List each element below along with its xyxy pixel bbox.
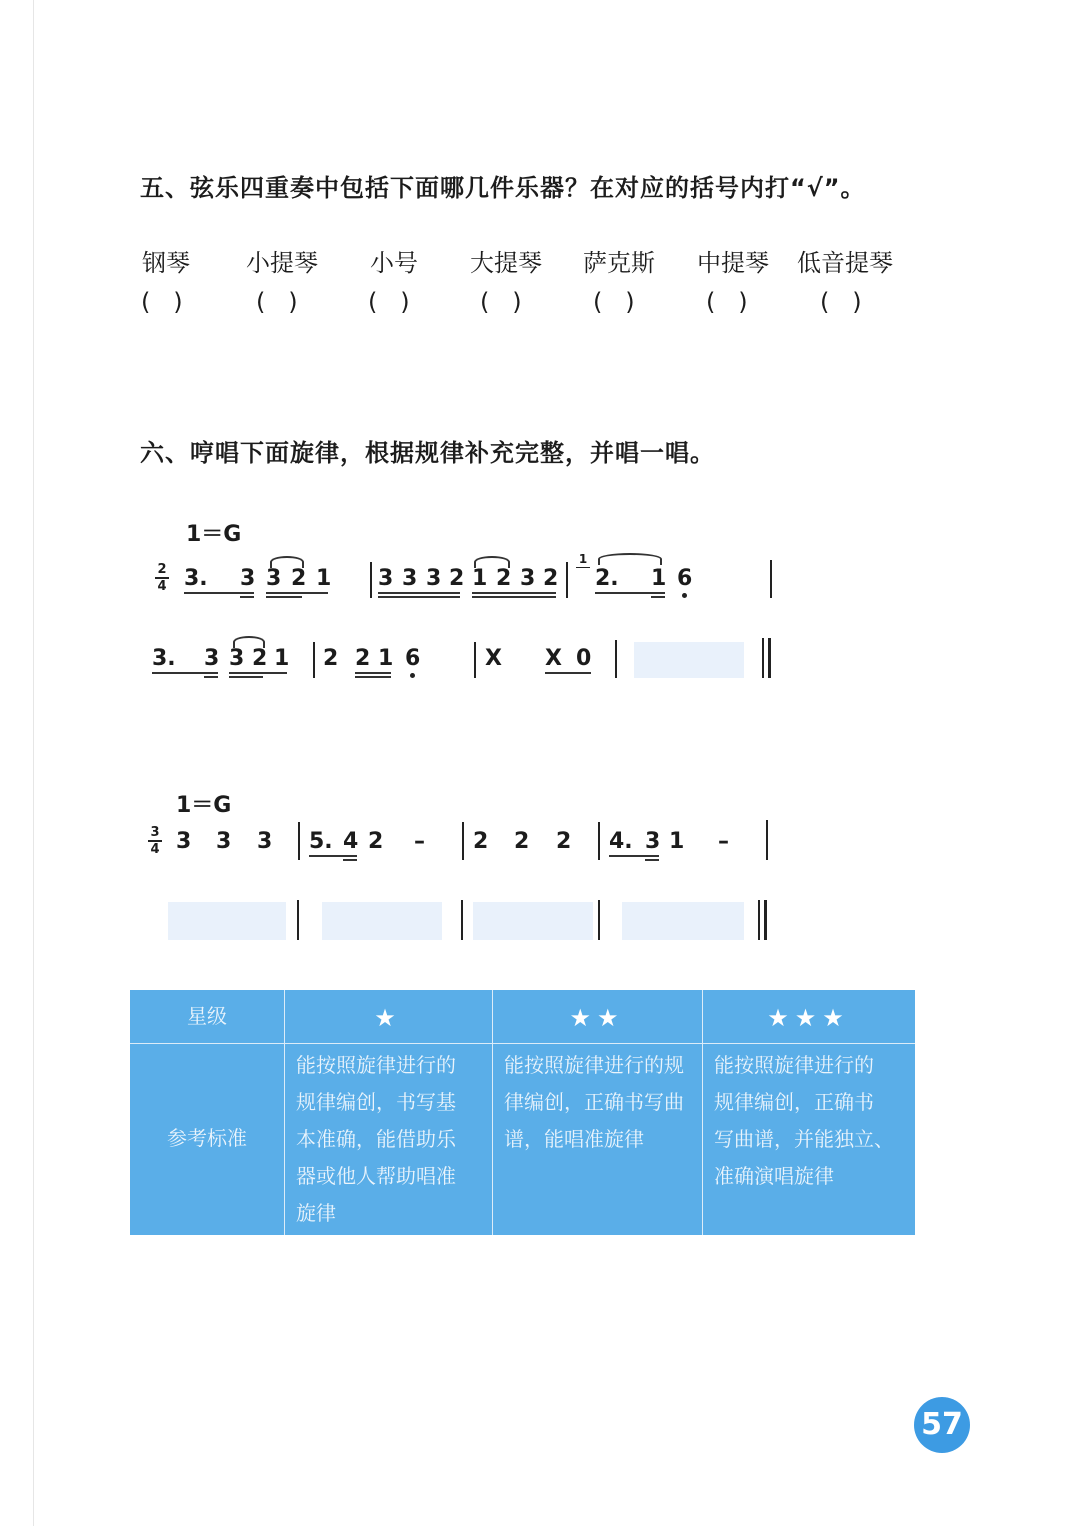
time-top: 3 (150, 825, 160, 840)
note: 1 (378, 646, 394, 671)
note: 3 (266, 566, 282, 591)
underline (378, 596, 460, 598)
barline (297, 900, 299, 940)
page-margin-line (33, 0, 34, 1526)
note: 3 (240, 566, 256, 591)
underline (229, 672, 287, 674)
note: 2. (595, 566, 619, 591)
barline (766, 820, 768, 860)
note: X (545, 646, 562, 671)
criteria-line: 本准确，能借助乐 (296, 1127, 456, 1151)
note: 2 (368, 829, 384, 854)
grace-note-value: 1 (578, 552, 588, 566)
note: 3 (426, 566, 442, 591)
barline (598, 822, 600, 860)
time-bottom: 4 (150, 842, 160, 857)
barline (615, 640, 617, 678)
underline (545, 672, 591, 674)
rubric-table (130, 990, 915, 1235)
note: 3 (257, 829, 273, 854)
melody2-answer-blank-4[interactable] (622, 902, 744, 940)
melody2-answer-blank-3[interactable] (473, 902, 593, 940)
question-6-title: 六、哼唱下面旋律，根据规律补充完整，并唱一唱。 (140, 439, 715, 467)
note: 3. (152, 646, 176, 671)
criteria-line: 能按照旋律进行的 (714, 1053, 874, 1077)
underline (472, 592, 556, 594)
double-barline (762, 638, 764, 678)
answer-blank-violin[interactable]: ( ) (256, 288, 298, 316)
answer-blank-viola[interactable]: ( ) (706, 288, 748, 316)
melody1-key: 1＝G (186, 522, 242, 547)
double-barline (768, 638, 771, 678)
melody2-answer-blank-2[interactable] (322, 902, 442, 940)
note: 1 (669, 829, 685, 854)
note: 3. (184, 566, 208, 591)
note: 3 (176, 829, 192, 854)
criteria-line: 写曲谱，并能独立、 (714, 1127, 894, 1151)
note: X (485, 646, 502, 671)
rubric-level-2: ★★ (569, 1004, 625, 1032)
underline (309, 855, 357, 857)
note: 3 (216, 829, 232, 854)
underline (343, 859, 357, 861)
note: 3 (204, 646, 220, 671)
note: 1 (316, 566, 332, 591)
note: 3 (520, 566, 536, 591)
note: 2 (543, 566, 559, 591)
barline (370, 562, 372, 598)
underline (266, 596, 302, 598)
barline (474, 642, 476, 678)
criteria-line: 律编创，正确书写曲 (504, 1090, 684, 1114)
underline (595, 592, 665, 594)
melody2-key: 1＝G (176, 793, 232, 818)
underline (651, 596, 665, 598)
grace-note (576, 553, 590, 569)
page-number: 57 (914, 1397, 970, 1453)
note: 3 (402, 566, 418, 591)
double-barline (758, 900, 760, 940)
barline (313, 642, 315, 678)
underline (184, 592, 254, 594)
double-barline (764, 900, 767, 940)
underline (609, 855, 659, 857)
note: 4 (343, 829, 359, 854)
note: 5. (309, 829, 333, 854)
note: 2 (291, 566, 307, 591)
note: 3 (645, 829, 661, 854)
note: 1 (472, 566, 488, 591)
barline (298, 822, 300, 860)
underline (645, 859, 659, 861)
underline (355, 676, 391, 678)
barline (566, 562, 568, 598)
instrument-cello: 大提琴 (470, 249, 542, 277)
underline (204, 676, 218, 678)
criteria-line: 旋律 (296, 1201, 336, 1225)
note: 2 (323, 646, 339, 671)
rubric-criteria-1 (296, 1047, 486, 1232)
answer-blank-piano[interactable]: ( ) (141, 288, 183, 316)
barline (462, 822, 464, 860)
note: 3 (229, 646, 245, 671)
criteria-line: 规律编创，书写基 (296, 1090, 456, 1114)
instrument-saxophone: 萨克斯 (583, 249, 655, 277)
rubric-row-label: 参考标准 (167, 1126, 247, 1150)
note: 2 (514, 829, 530, 854)
table-divider (130, 1043, 915, 1044)
instrument-piano: 钢琴 (142, 249, 190, 277)
barline (770, 560, 772, 598)
criteria-line: 器或他人帮助唱准 (296, 1164, 456, 1188)
instrument-trumpet: 小号 (370, 249, 418, 277)
note: 2 (473, 829, 489, 854)
question-5-title: 五、弦乐四重奏中包括下面哪几件乐器？在对应的括号内打“√”。 (140, 174, 866, 202)
note: 1 (651, 566, 667, 591)
rubric-header-label: 星级 (187, 1004, 227, 1028)
underline (472, 596, 556, 598)
melody1-answer-blank[interactable] (634, 642, 744, 678)
criteria-line: 能按照旋律进行的 (296, 1053, 456, 1077)
underline (355, 672, 391, 674)
underline (266, 592, 328, 594)
criteria-line: 规律编创，正确书 (714, 1090, 874, 1114)
tie (233, 636, 265, 648)
melody1-time-signature (155, 563, 169, 593)
time-top: 2 (157, 562, 167, 577)
underline (240, 596, 254, 598)
underline (152, 672, 218, 674)
note: 0 (576, 646, 592, 671)
answer-blank-cello[interactable]: ( ) (480, 288, 522, 316)
instrument-viola: 中提琴 (697, 249, 769, 277)
note: – (414, 829, 425, 854)
note: 6 (405, 646, 421, 671)
note: 2 (252, 646, 268, 671)
criteria-line: 准确演唱旋律 (714, 1164, 834, 1188)
underline (229, 676, 263, 678)
answer-blank-saxophone[interactable]: ( ) (593, 288, 635, 316)
answer-blank-trumpet[interactable]: ( ) (368, 288, 410, 316)
rubric-criteria-2 (504, 1047, 699, 1158)
barline (461, 900, 463, 940)
low-octave-dot (682, 593, 687, 598)
note: 4. (609, 829, 633, 854)
melody2-answer-blank-1[interactable] (168, 902, 286, 940)
criteria-line: 谱，能唱准旋律 (504, 1127, 644, 1151)
tie (270, 556, 304, 568)
note: 3 (378, 566, 394, 591)
note: – (718, 829, 729, 854)
note: 1 (274, 646, 290, 671)
low-octave-dot (410, 673, 415, 678)
instrument-violin: 小提琴 (246, 249, 318, 277)
underline (378, 592, 460, 594)
rubric-level-1: ★ (374, 1004, 402, 1032)
note: 6 (677, 566, 693, 591)
tie (474, 556, 510, 568)
criteria-line: 能按照旋律进行的规 (504, 1053, 684, 1077)
rubric-level-3: ★★★ (767, 1004, 850, 1032)
note: 2 (556, 829, 572, 854)
time-bottom: 4 (157, 579, 167, 594)
note: 2 (496, 566, 512, 591)
barline (598, 900, 600, 940)
answer-blank-double-bass[interactable]: ( ) (820, 288, 862, 316)
note: 2 (355, 646, 371, 671)
melody2-time-signature (148, 826, 162, 856)
tie (598, 553, 662, 565)
note: 2 (449, 566, 465, 591)
grace-line (576, 567, 590, 568)
rubric-criteria-3 (714, 1047, 909, 1195)
instrument-double-bass: 低音提琴 (797, 249, 893, 277)
